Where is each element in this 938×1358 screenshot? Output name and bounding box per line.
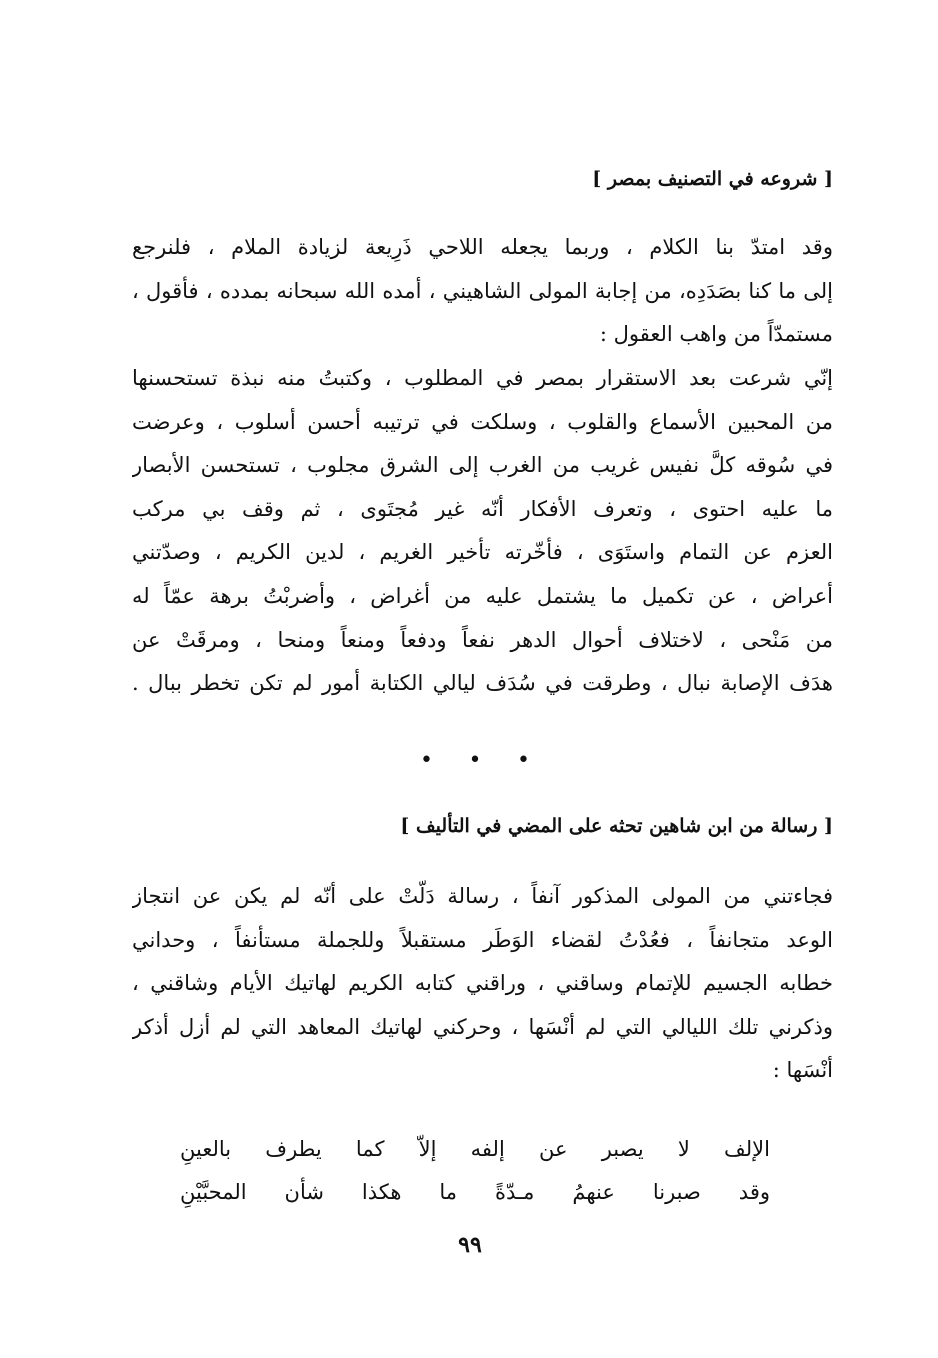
separator-dot: • — [517, 748, 530, 773]
section-separator — [420, 748, 530, 773]
text-line: في سُوقه كلَّ نفيس غريب من الغرب إلى الشرق مجلوب ، تستحسن الأبصار — [132, 453, 833, 478]
poem-verses — [180, 1128, 770, 1214]
poem-verse: وقد صبرنا عنهمُ مـدّةً ما هكذا شأن المحبَّيْنِ — [180, 1180, 770, 1204]
paragraph-started-in-egypt — [132, 357, 833, 706]
text-line: أعراض ، عن تكميل ما يشتمل عليه من أغراض ، وأضربْتُ برهة عمّاً له — [132, 583, 833, 608]
text-line: وقد امتدّ بنا الكلام ، وربما يجعله اللاحي ذَرِيعة لزيادة الملام ، فلنرجع — [132, 235, 833, 259]
text-line: فجاءتني من المولى المذكور آنفاً ، رسالة دَلّتْ على أنّه لم يكن عن انتجاز — [132, 884, 833, 908]
paragraph-intro — [132, 226, 833, 357]
section-heading-letter: [ رسالة من ابن شاهين تحثه على المضي في التأليف ] — [400, 815, 833, 837]
text-line: إنّي شرعت بعد الاستقرار بمصر في المطلوب ، وكتبتُ منه نبذة تستحسنها — [132, 366, 833, 390]
text-line: الوعد متجانفاً ، فعُدْتُ لقضاء الوَطَر مستقبلاً وللجملة مستأنفاً ، وحداني — [132, 927, 833, 952]
text-line: من المحبين الأسماع والقلوب ، وسلكت في ترتيبه أحسن أسلوب ، وعرضت — [132, 409, 833, 434]
page-number: ٩٩ — [458, 1232, 482, 1258]
section-heading-start-writing: [ شروعه في التصنيف بمصر ] — [592, 168, 833, 190]
text-line: ما عليه احتوى ، وتعرف الأفكار أنّه غير مُجتَوى ، ثم وقف بي مركب — [132, 496, 833, 521]
paragraph-letter — [132, 875, 833, 1093]
text-line: إلى ما كنا بصَدَدِه، من إجابة المولى الشاهيني ، أمده الله سبحانه بمدده ، فأقول ، — [132, 278, 833, 303]
text-line: وذكرني تلك الليالي التي لم أنْسَها ، وحركني لهاتيك المعاهد التي لم أزل أذكر — [132, 1014, 833, 1039]
text-line: خطابه الجسيم للإتمام وساقني ، وراقني كتابه الكريم لهاتيك الأيام وشاقني ، — [132, 971, 833, 996]
text-line: مستمدّاً من واهب العقول : — [599, 322, 833, 347]
separator-dot: • — [420, 748, 433, 773]
poem-verse: الإلف لا يصبر عن إلفه إلاّ كما يطرف بالعينِ — [180, 1137, 770, 1161]
text-line: العزم عن التمام واستَوَى ، فأخّرته تأخير الغريم ، لدين الكريم ، وصدّتني — [132, 540, 833, 565]
separator-dot: • — [468, 748, 482, 773]
text-line: أنْسَها : — [772, 1058, 833, 1083]
text-line: هدَف الإصابة نبال ، وطرقت في سُدَف ليالي الكتابة أمور لم تكن تخطر ببال . — [132, 671, 833, 696]
text-line: من مَنْحى ، لاختلاف أحوال الدهر نفعاً ودفعاً ومنعاً ومنحا ، ومرقَتْ عن — [132, 627, 833, 652]
